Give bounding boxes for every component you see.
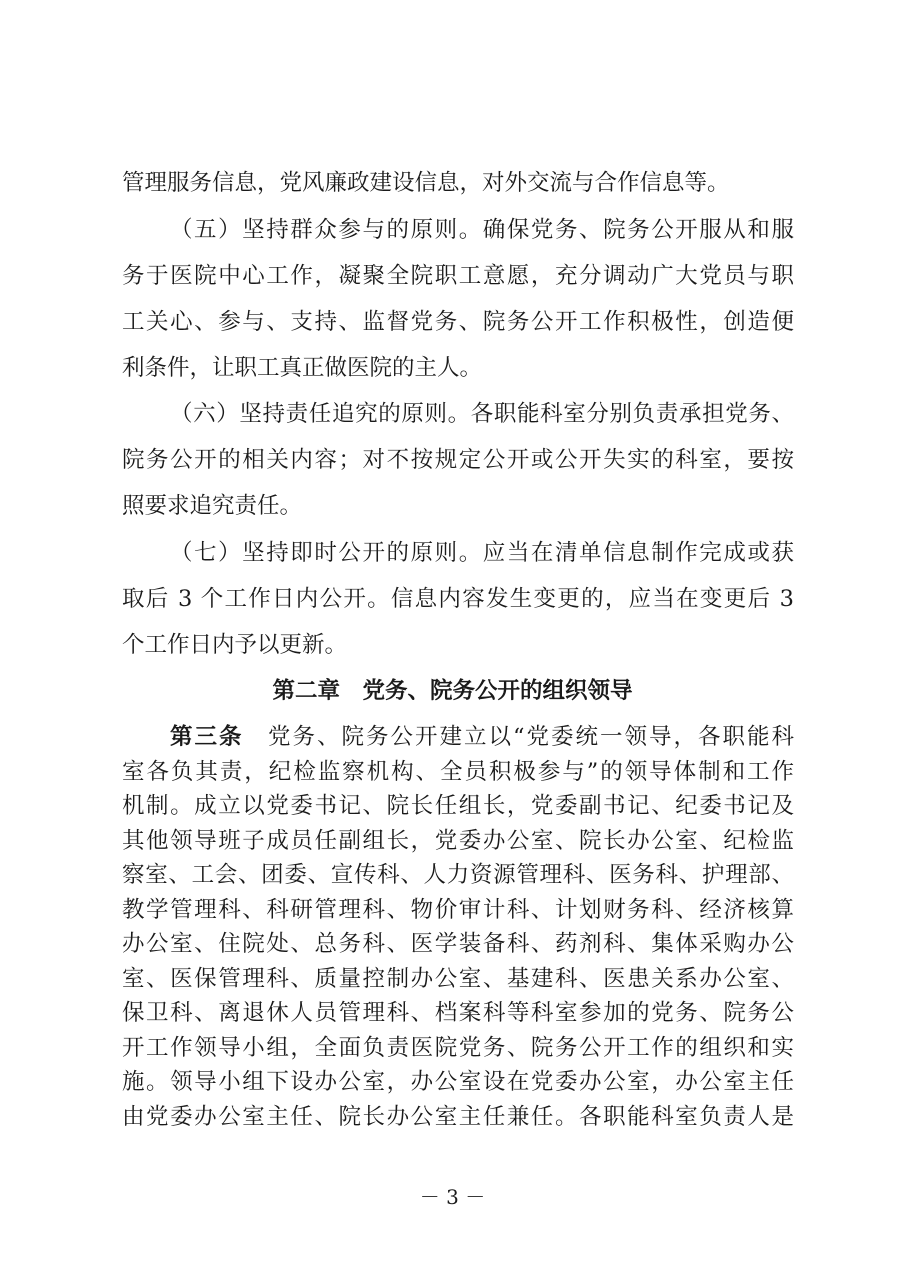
article-text: 党务、院务公开建立以“党委统一领导，各职能科: [243, 724, 794, 750]
article-text-line: 办公室、住院处、总务科、医学装备科、药剂科、集体采购办公: [122, 931, 794, 957]
article-text-line: 施。领导小组下设办公室，办公室设在党委办公室，办公室主任: [122, 1069, 794, 1095]
body-text-line: 个工作日内予以更新。: [122, 632, 348, 658]
chapter-heading: 第二章 党务、院务公开的组织领导: [272, 678, 633, 704]
article-text-line: 由党委办公室主任、院长办公室主任兼任。各职能科室负责人是: [122, 1103, 794, 1130]
article-text-line: 保卫科、离退休人员管理科、档案科等科室参加的党务、院务公: [122, 1000, 794, 1026]
article-text-line: 室各负其责，纪检监察机构、全员积极参与”的领导体制和工作: [122, 758, 794, 785]
body-text-line: 照要求追究责任。: [122, 493, 303, 519]
body-text-line: 管理服务信息，党风廉政建设信息，对外交流与合作信息等。: [122, 170, 730, 196]
body-text-line: 院务公开的相关内容；对不按规定公开或公开失实的科室，要按: [122, 447, 794, 473]
body-text-line: （七）坚持即时公开的原则。应当在清单信息制作完成或获: [170, 540, 794, 566]
body-text-line: （五）坚持群众参与的原则。确保党务、院务公开服从和服: [170, 217, 794, 243]
article-text-line: 开工作领导小组，全面负责医院党务、院务公开工作的组织和实: [122, 1034, 794, 1061]
article-text-line: 机制。成立以党委书记、院长任组长，党委副书记、纪委书记及: [122, 793, 794, 819]
body-text-line: 取后 3 个工作日内公开。信息内容发生变更的，应当在变更后 3: [122, 586, 794, 612]
article-first-line: [170, 721, 794, 753]
page-number: － 3 －: [419, 1185, 486, 1209]
article-lead: 第三条: [170, 724, 244, 750]
article-text-line: 室、医保管理科、质量控制办公室、基建科、医患关系办公室、: [122, 965, 794, 992]
body-text-line: 利条件，让职工真正做医院的主人。: [122, 355, 483, 381]
article-text-line: 其他领导班子成员任副组长，党委办公室、院长办公室、纪检监: [122, 827, 794, 854]
article-text-line: 察室、工会、团委、宣传科、人力资源管理科、医务科、护理部、: [122, 862, 794, 888]
article-text-line: 教学管理科、科研管理科、物价审计科、计划财务科、经济核算: [122, 896, 794, 923]
body-text-line: 务于医院中心工作，凝聚全院职工意愿，充分调动广大党员与职: [122, 263, 794, 289]
body-text-line: （六）坚持责任追究的原则。各职能科室分别负责承担党务、: [170, 401, 794, 427]
body-text-line: 工关心、参与、支持、监督党务、院务公开工作积极性，创造便: [122, 309, 794, 335]
